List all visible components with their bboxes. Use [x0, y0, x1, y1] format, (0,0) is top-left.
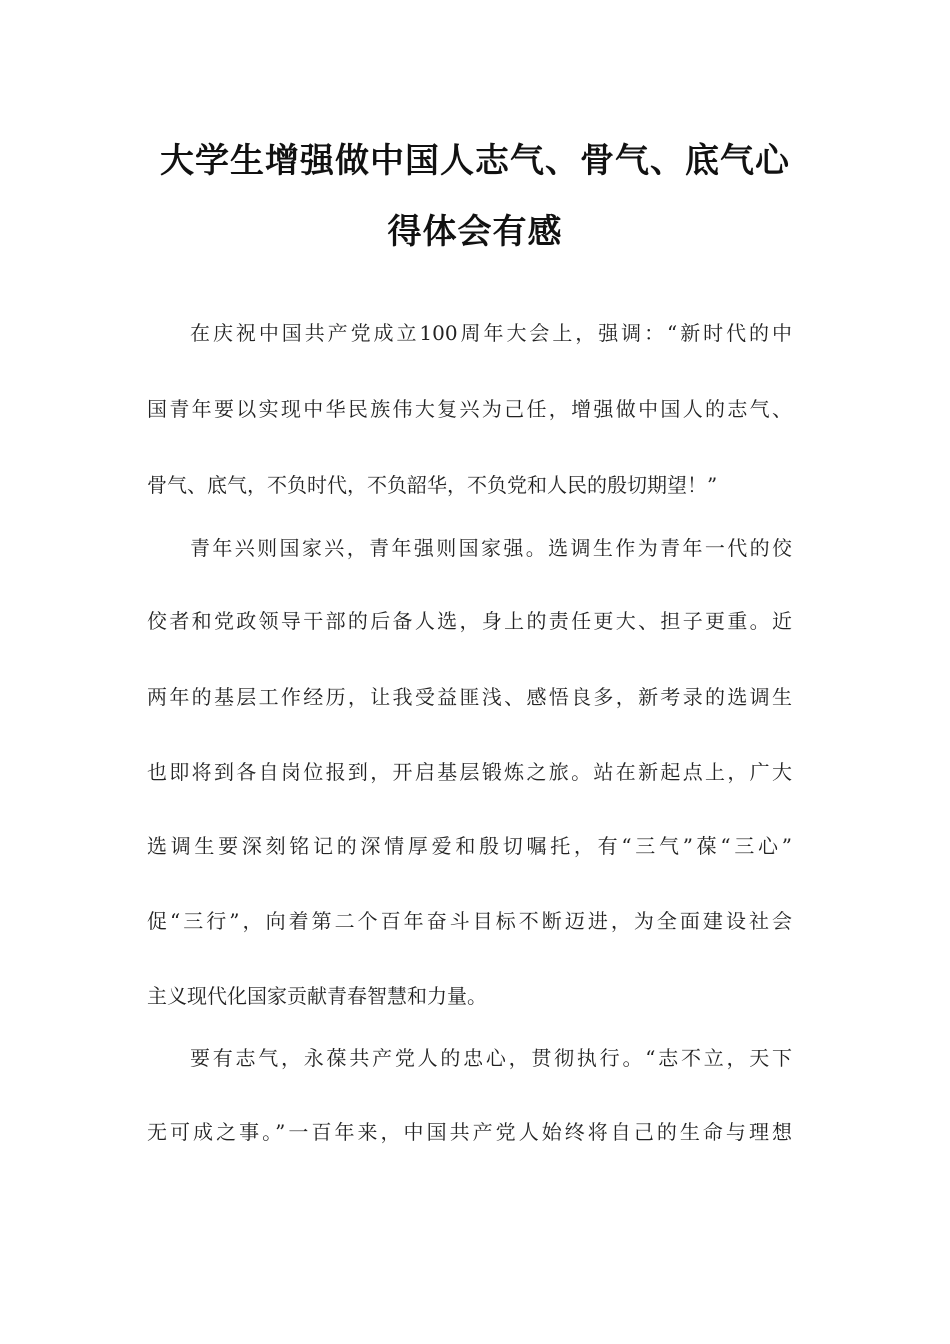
- document-title-line-2: 得体会有感: [387, 212, 563, 252]
- paragraph-line: 佼者和党政领导干部的后备人选，身上的责任更大、担子更重。近: [147, 609, 792, 633]
- paragraph-line: 两年的基层工作经历，让我受益匪浅、感悟良多，新考录的选调生: [147, 685, 792, 709]
- paragraph-line: 也即将到各自岗位报到，开启基层锻炼之旅。站在新起点上，广大: [147, 760, 792, 784]
- paragraph-line: 骨气、底气，不负时代，不负韶华，不负党和人民的殷切期望！”: [147, 473, 718, 497]
- paragraph-line: 主义现代化国家贡献青春智慧和力量。: [147, 984, 487, 1008]
- paragraph-line: 要有志气，永葆共产党人的忠心，贯彻执行。“志不立，天下: [190, 1046, 792, 1070]
- paragraph-line: 选调生要深刻铭记的深情厚爱和殷切嘱托，有“三气”葆“三心”: [147, 834, 792, 858]
- document-title-line-1: 大学生增强做中国人志气、骨气、底气心: [160, 141, 790, 181]
- paragraph-line: 青年兴则国家兴，青年强则国家强。选调生作为青年一代的佼: [190, 536, 792, 560]
- paragraph-line: 在庆祝中国共产党成立100周年大会上，强调：“新时代的中: [190, 321, 792, 345]
- paragraph-line: 无可成之事。”一百年来，中国共产党人始终将自己的生命与理想: [147, 1120, 792, 1144]
- paragraph-line: 国青年要以实现中华民族伟大复兴为己任，增强做中国人的志气、: [147, 397, 792, 421]
- paragraph-line: 促“三行”，向着第二个百年奋斗目标不断迈进，为全面建设社会: [147, 909, 792, 933]
